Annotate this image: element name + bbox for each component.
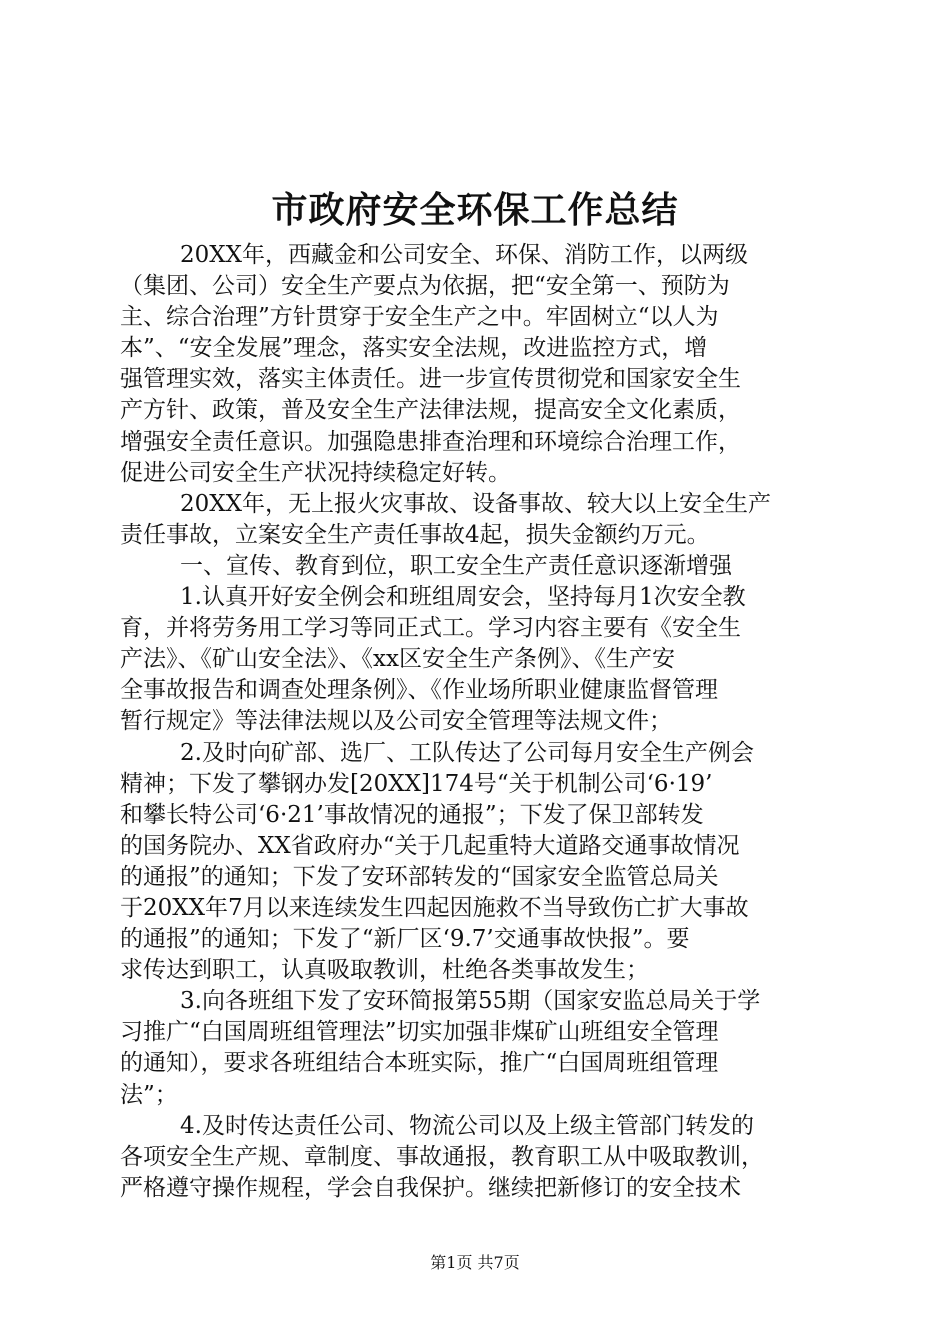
document-title: 市政府安全环保工作总结 [271, 189, 679, 231]
document-body [120, 240, 832, 1204]
text-line: 主、综合治理”方针贯穿于安全生产之中。牢固树立“以人为 [120, 304, 719, 331]
text-line: 全事故报告和调查处理条例》、《作业场所职业健康监督管理 [120, 677, 718, 704]
text-line: 1.认真开好安全例会和班组周安会，坚持每月1次安全教 [180, 584, 746, 611]
text-line: 育，并将劳务用工学习等同正式工。学习内容主要有《安全生 [120, 615, 741, 642]
text-line: 本”、“安全发展”理念，落实安全法规，改进监控方式，增 [120, 335, 708, 362]
text-line: 产方针、政策，普及安全生产法律法规，提高安全文化素质， [120, 397, 741, 424]
text-line: 的通报”的通知；下发了“新厂区‘9.7’交通事故快报”。要 [120, 926, 690, 953]
text-line: 精神；下发了攀钢办发[20XX]174号“关于机制公司‘6·19’ [120, 770, 713, 797]
text-line: 求传达到职工，认真吸取教训，杜绝各类事故发生； [120, 957, 649, 984]
page-footer: 第1页 共7页 [430, 1253, 520, 1272]
text-line: 强管理实效，落实主体责任。进一步宣传贯彻党和国家安全生 [120, 366, 741, 393]
text-line: 严格遵守操作规程，学会自我保护。继续把新修订的安全技术 [120, 1174, 741, 1201]
text-line: 暂行规定》等法律法规以及公司安全管理等法规文件； [120, 708, 672, 735]
text-line: 促进公司安全生产状况持续稳定好转。 [120, 459, 511, 486]
text-line: （集团、公司）安全生产要点为依据，把“安全第一、预防为 [120, 273, 730, 300]
text-line: 20XX年，无上报火灾事故、设备事故、较大以上安全生产 [180, 490, 772, 517]
text-line: 3.向各班组下发了安环简报第55期（国家安监总局关于学 [180, 988, 761, 1015]
text-line: 责任事故，立案安全生产责任事故4起，损失金额约万元。 [120, 521, 710, 548]
text-line: 于20XX年7月以来连续发生四起因施救不当导致伤亡扩大事故 [120, 894, 749, 921]
text-line: 产法》、《矿山安全法》、《xx区安全生产条例》、《生产安 [120, 646, 675, 673]
text-line: 2.及时向矿部、选厂、工队传达了公司每月安全生产例会 [180, 739, 754, 766]
text-line: 法”； [120, 1081, 178, 1108]
text-line: 20XX年，西藏金和公司安全、环保、消防工作，以两级 [180, 242, 749, 268]
text-line: 4.及时传达责任公司、物流公司以及上级主管部门转发的 [180, 1112, 754, 1139]
text-line: 的通知），要求各班组结合本班实际，推广“白国周班组管理 [120, 1050, 719, 1077]
text-line: 的通报”的通知；下发了安环部转发的“国家安全监管总局关 [120, 863, 719, 890]
text-line: 的国务院办、XX省政府办“关于几起重特大道路交通事故情况 [120, 832, 740, 859]
text-line: 一、宣传、教育到位，职工安全生产责任意识逐渐增强 [180, 552, 732, 579]
text-line: 和攀长特公司‘6·21’事故情况的通报”；下发了保卫部转发 [120, 801, 704, 828]
text-line: 习推广“白国周班组管理法”切实加强非煤矿山班组安全管理 [120, 1019, 719, 1046]
text-line: 各项安全生产规、章制度、事故通报，教育职工从中吸取教训， [120, 1143, 764, 1170]
text-line: 增强安全责任意识。加强隐患排查治理和环境综合治理工作， [120, 428, 741, 455]
